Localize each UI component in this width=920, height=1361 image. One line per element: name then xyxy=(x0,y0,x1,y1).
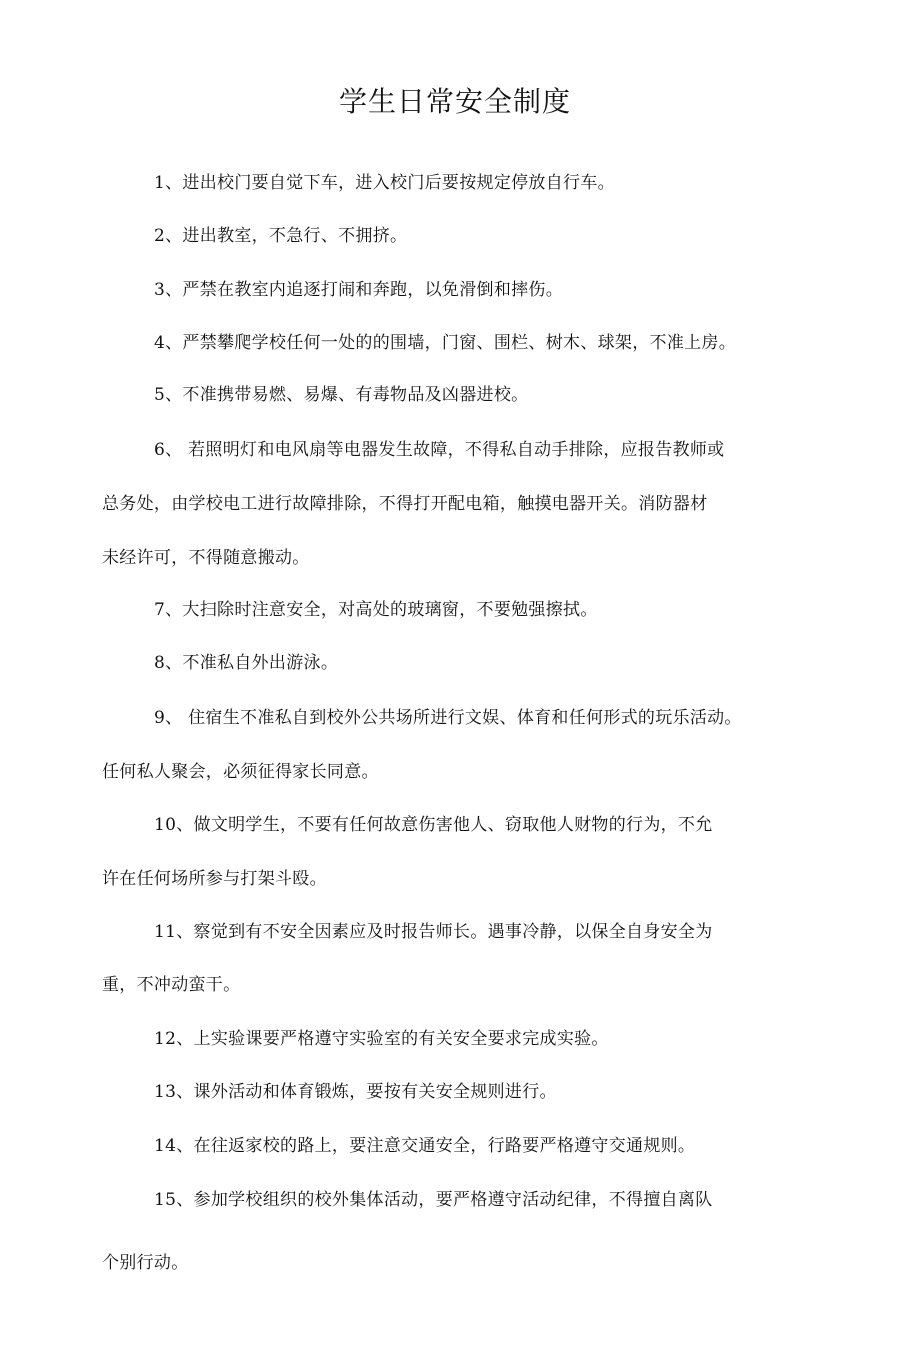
rule-4: 4、严禁攀爬学校任何一处的的围墙，门窗、围栏、树木、球架，不准上房。 xyxy=(154,333,737,353)
rule-10-line-1: 10、做文明学生，不要有任何故意伤害他人、窃取他人财物的行为，不允 xyxy=(154,815,713,835)
rule-15-line-1: 15、参加学校组织的校外集体活动，要严格遵守活动纪律，不得擅自离队 xyxy=(154,1190,713,1210)
rule-13: 13、课外活动和体育锻炼，要按有关安全规则进行。 xyxy=(154,1082,557,1102)
rule-5: 5、不准携带易燃、易爆、有毒物品及凶器进校。 xyxy=(154,385,529,405)
rule-10-line-2: 许在任何场所参与打架斗殴。 xyxy=(102,869,327,889)
rule-6-line-3: 未经许可，不得随意搬动。 xyxy=(102,548,310,568)
rule-15-line-2: 个别行动。 xyxy=(102,1253,189,1273)
rule-2: 2、进出教室，不急行、不拥挤。 xyxy=(154,226,408,246)
rule-9-line-1: 9、 住宿生不准私自到校外公共场所进行文娱、体育和任何形式的玩乐活动。 xyxy=(154,708,742,728)
rule-7: 7、大扫除时注意安全，对高处的玻璃窗，不要勉强擦拭。 xyxy=(154,600,598,620)
rule-9-line-2: 任何私人聚会，必须征得家长同意。 xyxy=(102,762,379,782)
page-title: 学生日常安全制度 xyxy=(338,85,571,118)
rule-12: 12、上实验课要严格遵守实验室的有关安全要求完成实验。 xyxy=(154,1029,609,1049)
rule-6-line-1: 6、 若照明灯和电风扇等电器发生故障，不得私自动手排除，应报告教师或 xyxy=(154,440,725,460)
rule-3: 3、严禁在教室内追逐打闹和奔跑，以免滑倒和摔伤。 xyxy=(154,280,564,300)
rule-8: 8、不准私自外出游泳。 xyxy=(154,653,339,673)
rule-14: 14、在往返家校的路上，要注意交通安全，行路要严格遵守交通规则。 xyxy=(154,1136,696,1156)
rule-6-line-2: 总务处，由学校电工进行故障排除，不得打开配电箱，触摸电器开关。消防器材 xyxy=(102,494,708,514)
rule-11-line-2: 重，不冲动蛮干。 xyxy=(102,975,241,995)
rule-1: 1、进出校门要自觉下车，进入校门后要按规定停放自行车。 xyxy=(154,173,615,193)
rule-11-line-1: 11、察觉到有不安全因素应及时报告师长。遇事冷静，以保全自身安全为 xyxy=(154,922,713,942)
